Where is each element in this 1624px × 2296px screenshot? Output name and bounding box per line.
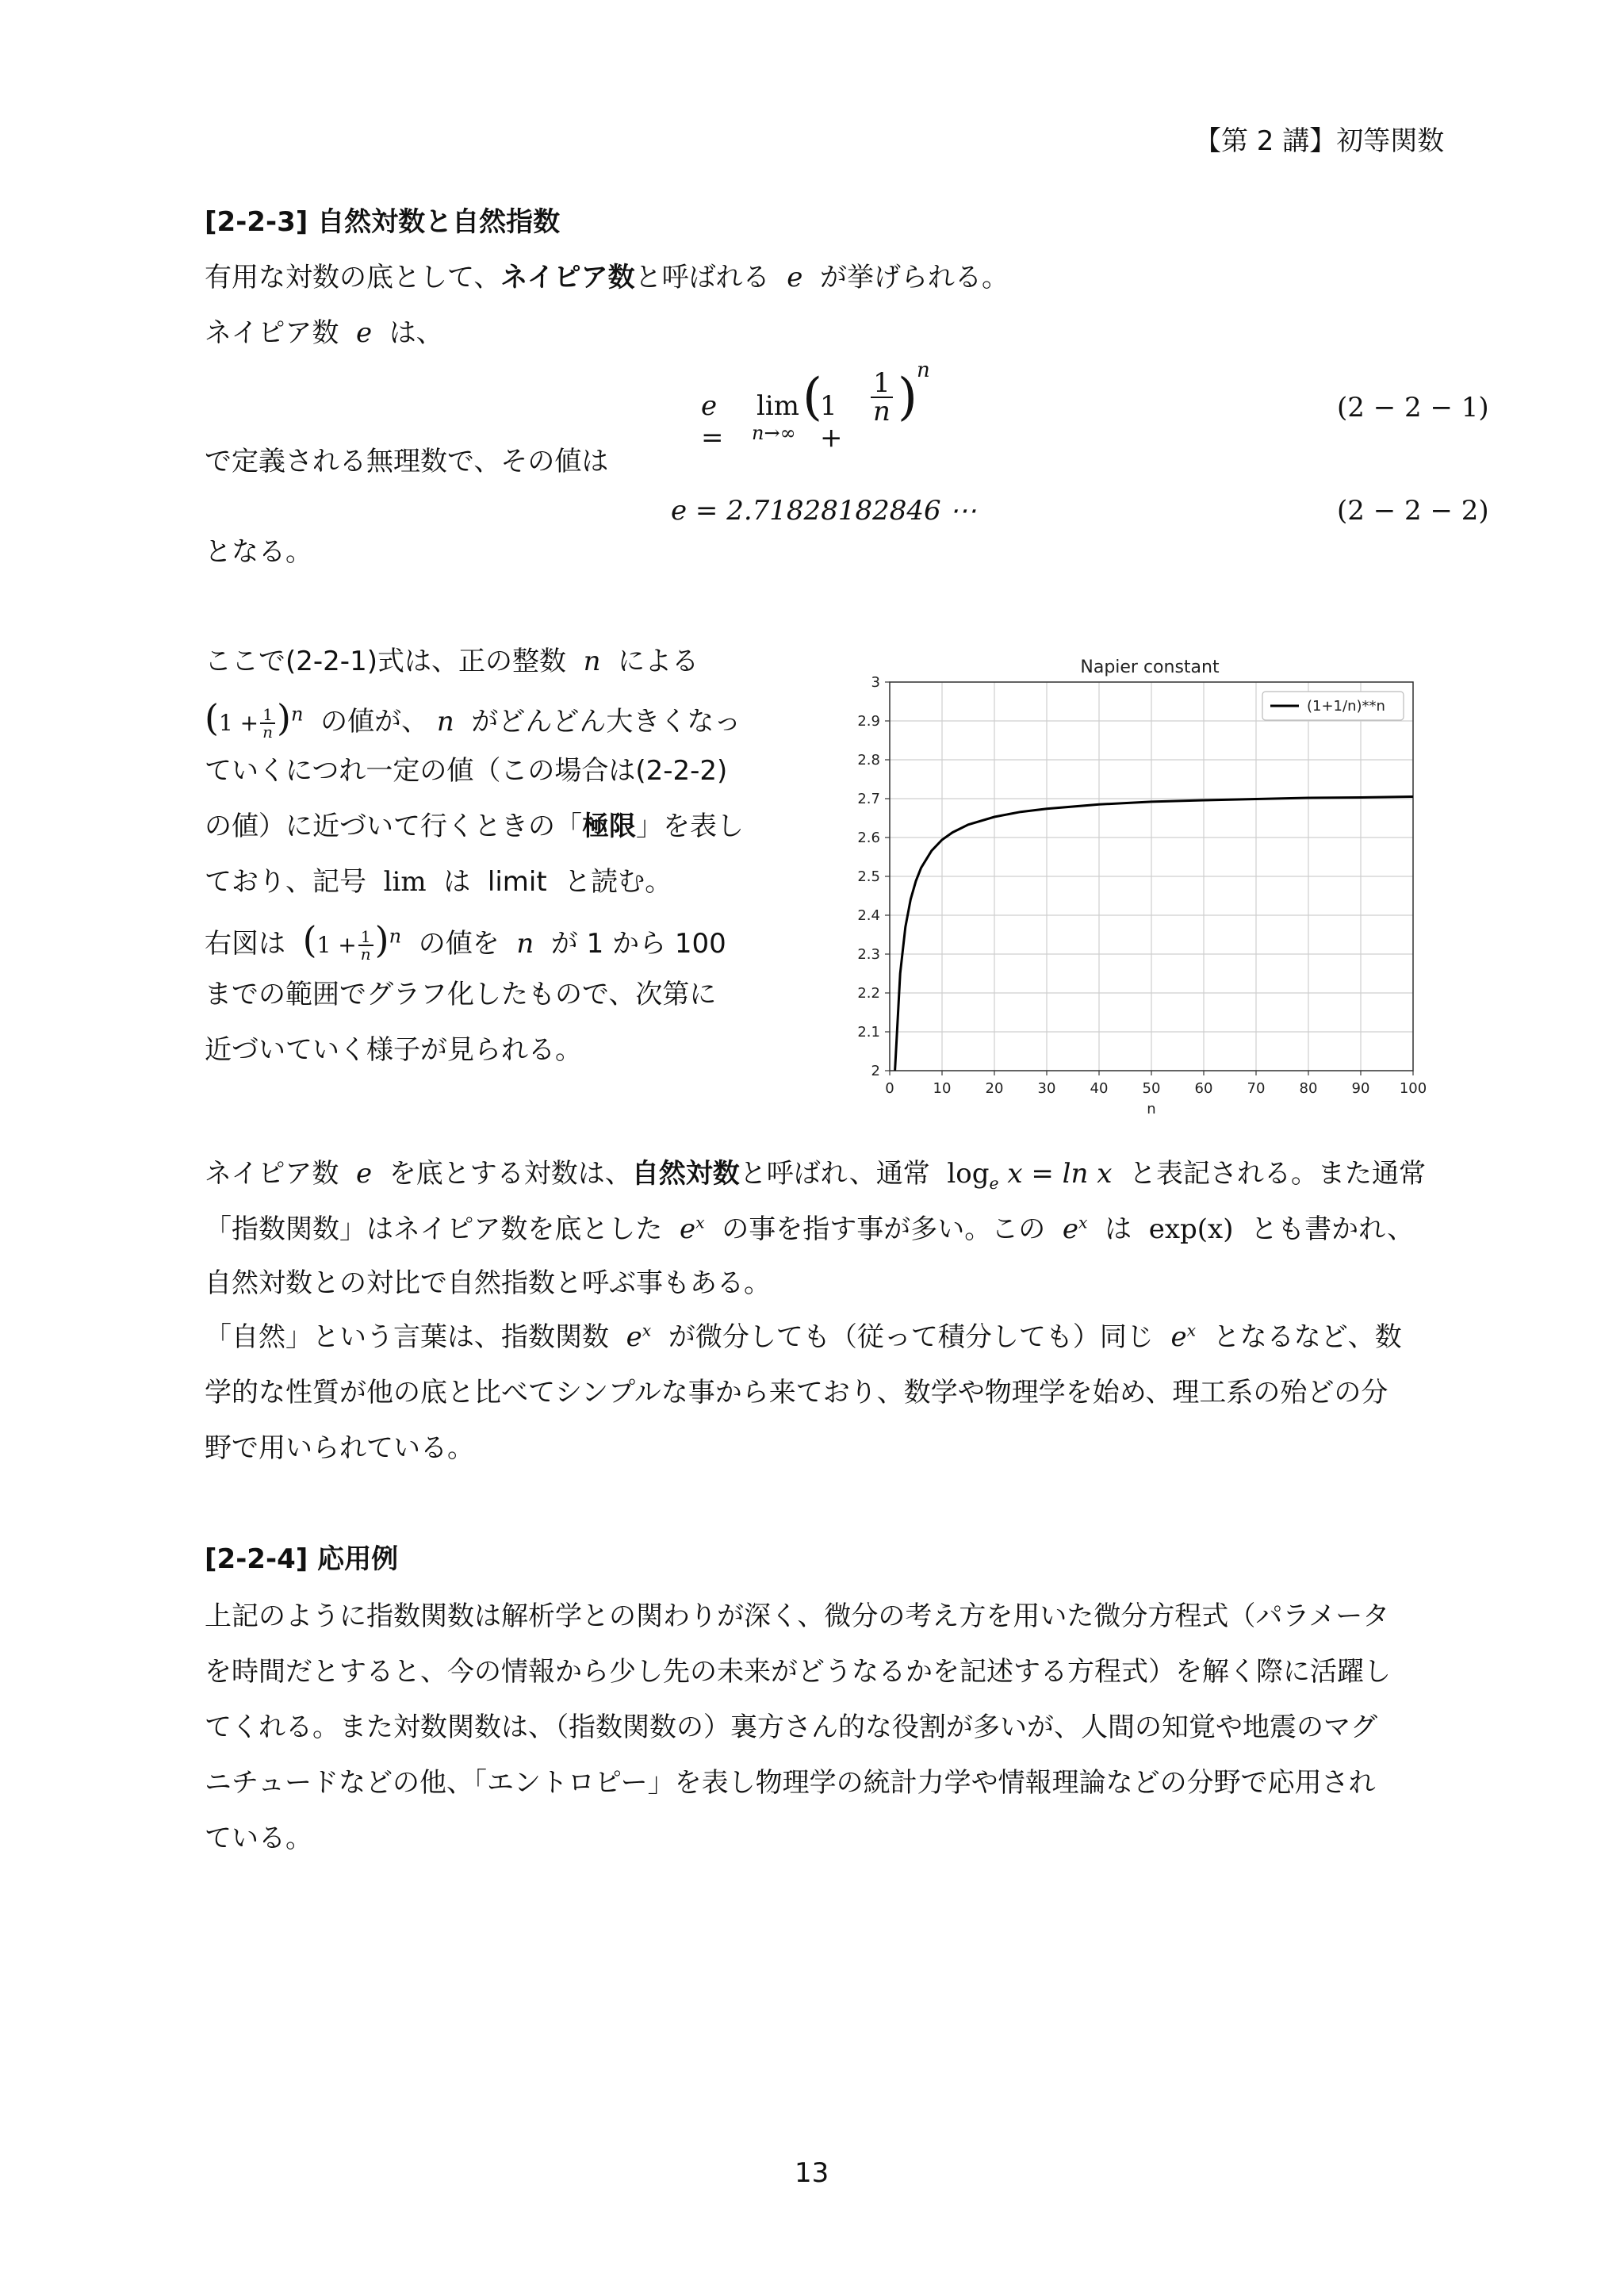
y-tick-label: 2.5 xyxy=(857,868,880,885)
num: 1 xyxy=(260,707,275,724)
left-col-line-6 xyxy=(205,917,726,964)
chart-title: Napier constant xyxy=(1080,657,1220,677)
text: 「指数関数」はネイピア数を底とした xyxy=(205,1213,663,1245)
x-tick-label: 80 xyxy=(1299,1080,1318,1097)
legend-label: (1+1/n)**n xyxy=(1307,698,1385,715)
equation-label-2-2-1: (2 − 2 − 1) xyxy=(1337,392,1489,424)
eq-lim-sub: n→∞ xyxy=(752,422,796,444)
x-tick-label: 0 xyxy=(885,1080,894,1097)
text: の値）に近づいて行くときの「 xyxy=(205,811,582,842)
x-tick-label: 30 xyxy=(1037,1080,1056,1097)
bold-term: 極限 xyxy=(582,811,636,842)
text: がどんどん大きくなっ xyxy=(471,706,741,738)
math-exp: x xyxy=(642,1320,652,1340)
left-col-line-3: ていくにつれ一定の値（この場合は(2-2-2) xyxy=(205,755,728,787)
x-tick-label: 90 xyxy=(1351,1080,1370,1097)
left-col-line-5 xyxy=(205,864,672,899)
text: となるなど、数 xyxy=(1212,1321,1402,1353)
application-line-1: 上記のように指数関数は解析学との関わりが深く、微分の考え方を用いた微分方程式（パラメータ xyxy=(205,1600,1390,1632)
one-plus: 1 + xyxy=(316,932,357,958)
math-var: e xyxy=(1170,1321,1187,1353)
text: ネイピア数 xyxy=(205,1158,339,1190)
lim-symbol: lim xyxy=(383,866,427,898)
log-base: e xyxy=(989,1173,999,1193)
bold-term: 自然対数 xyxy=(631,1158,740,1190)
text: は xyxy=(443,866,471,898)
text: ここで(2-2-1)式は、正の整数 xyxy=(205,646,566,677)
eq-num: 1 xyxy=(871,370,893,398)
application-line-5: ている。 xyxy=(205,1823,312,1854)
eq-fraction xyxy=(871,367,893,427)
application-line-4: ニチュードなどの他、「エントロピー」を表し物理学の統計力学や情報理論などの分野で応用され xyxy=(205,1767,1376,1799)
left-col-line-4 xyxy=(205,809,744,844)
math-var: e xyxy=(787,262,803,293)
page-number: 13 xyxy=(795,2157,829,2189)
text: とも書かれ、 xyxy=(1251,1213,1415,1245)
lparen: ( xyxy=(205,696,219,739)
page-header: 【第 2 講】初等関数 xyxy=(1194,125,1445,157)
left-col-line-1 xyxy=(205,644,699,679)
exp: n xyxy=(389,925,402,948)
y-tick-label: 2.9 xyxy=(857,713,880,730)
eq-den: n xyxy=(873,396,891,427)
math-var: n xyxy=(583,646,601,677)
lparen: ( xyxy=(302,918,317,961)
math-exp: x xyxy=(1186,1320,1197,1340)
left-col-line-7: までの範囲でグラフ化したもので、次第に xyxy=(205,979,717,1010)
eq-one-plus: 1 + xyxy=(820,390,843,454)
napier-constant-chart xyxy=(841,642,1443,1126)
paragraph-irrational: で定義される無理数で、その値は xyxy=(205,446,609,477)
x-tick-label: 60 xyxy=(1194,1080,1213,1097)
paragraph-natural-exp: 自然対数との対比で自然指数と呼ぶ事もある。 xyxy=(205,1267,771,1299)
math-exp: x xyxy=(1078,1213,1088,1232)
bold-term: ネイピア数 xyxy=(500,262,635,293)
application-line-3: てくれる。また対数関数は、（指数関数の）裏方さん的な役割が多いが、人間の知覚や地震のマグ xyxy=(205,1711,1377,1743)
math-var: n xyxy=(436,706,454,738)
one-plus: 1 + xyxy=(218,710,259,736)
den: n xyxy=(262,722,274,742)
application-line-2: を時間だとすると、今の情報から少し先の未来がどうなるかを記述する方程式）を解く際に活躍し xyxy=(205,1656,1391,1688)
text: と呼ばれる xyxy=(634,262,770,293)
math-var: e xyxy=(355,1158,373,1190)
text: ており、記号 xyxy=(205,866,366,898)
rparen: ) xyxy=(277,696,291,739)
rparen: ) xyxy=(374,918,389,961)
text: の値が、 xyxy=(320,706,429,738)
y-tick-label: 2.3 xyxy=(857,946,880,963)
text: と呼ばれ、通常 xyxy=(739,1158,930,1190)
log-symbol: log xyxy=(947,1158,990,1190)
exp: n xyxy=(290,703,304,726)
paragraph-napier-intro xyxy=(205,260,1009,295)
text: limit xyxy=(487,866,547,898)
section-title-2-2-4: [2-2-4] 応用例 xyxy=(205,1543,399,1575)
text: の値を xyxy=(418,928,500,960)
math-var: e xyxy=(679,1213,696,1245)
x-tick-label: 70 xyxy=(1247,1080,1266,1097)
eq-lim: lim xyxy=(756,390,799,422)
text: が微分しても（従って積分しても）同じ xyxy=(668,1321,1154,1353)
text: 」を表し xyxy=(636,811,744,842)
math-exp: x xyxy=(695,1213,705,1232)
eq-exp: n xyxy=(917,358,930,382)
num: 1 xyxy=(358,929,373,946)
log-expr: x = ln x xyxy=(1007,1158,1113,1190)
x-tick-label: 20 xyxy=(985,1080,1004,1097)
math-var: e xyxy=(626,1321,642,1353)
paragraph-natural-origin-2: 学的な性質が他の底と比べてシンプルな事から来ており、数学や物理学を始め、理工系の殆どの分 xyxy=(205,1377,1388,1409)
text: が挙げられる。 xyxy=(820,262,1009,293)
math-var: e xyxy=(1062,1213,1078,1245)
equation-label-2-2-2: (2 − 2 − 2) xyxy=(1337,495,1489,527)
paragraph-natural-log xyxy=(205,1156,1426,1194)
equation-2-2-2: e = 2.71828182846 ⋯ xyxy=(671,495,977,527)
y-tick-label: 2 xyxy=(871,1063,880,1079)
text: と読む。 xyxy=(564,866,672,898)
left-col-line-8: 近づいていく様子が見られる。 xyxy=(205,1034,582,1066)
chart-legend xyxy=(1262,692,1404,720)
y-tick-label: 2.7 xyxy=(857,791,880,807)
paragraph-napier-def xyxy=(205,316,443,351)
math-var: n xyxy=(516,928,534,960)
x-axis-label: n xyxy=(1147,1101,1156,1117)
y-tick-label: 2.8 xyxy=(857,752,880,769)
y-tick-label: 3 xyxy=(871,674,880,691)
chart-grid xyxy=(890,682,1413,1071)
text: を底とする対数は、 xyxy=(389,1158,632,1190)
x-tick-label: 10 xyxy=(933,1080,952,1097)
math-var: e xyxy=(355,317,373,349)
x-tick-label: 100 xyxy=(1399,1080,1427,1097)
eq-lhs: e = xyxy=(701,390,724,454)
small-fraction xyxy=(358,926,373,964)
text: と表記される。また通常 xyxy=(1129,1158,1427,1190)
den: n xyxy=(360,944,371,964)
exp-notation: exp(x) xyxy=(1148,1213,1234,1245)
y-tick-label: 2.1 xyxy=(857,1024,880,1041)
left-col-line-2 xyxy=(205,695,741,742)
text: ネイピア数 xyxy=(205,317,339,349)
text: による xyxy=(618,646,699,677)
paragraph-exponential xyxy=(205,1212,1414,1247)
x-tick-label: 40 xyxy=(1090,1080,1109,1097)
y-tick-label: 2.2 xyxy=(857,985,880,1002)
chart-ticks xyxy=(857,674,1427,1097)
text: が 1 から 100 xyxy=(550,928,726,960)
text: 有用な対数の底として、 xyxy=(205,262,501,293)
text: 「自然」という言葉は、指数関数 xyxy=(205,1321,609,1353)
small-fraction xyxy=(260,704,275,742)
paragraph-natural-origin-3: 野で用いられている。 xyxy=(205,1432,474,1464)
text: 右図は xyxy=(205,928,285,960)
eq-lparen: ( xyxy=(802,368,822,427)
y-tick-label: 2.6 xyxy=(857,830,880,846)
text: の事を指す事が多い。この xyxy=(722,1213,1046,1245)
paragraph-natural-origin-1 xyxy=(205,1320,1402,1355)
y-tick-label: 2.4 xyxy=(857,907,880,924)
eq-rparen: ) xyxy=(898,368,917,427)
text: は、 xyxy=(389,317,443,349)
x-tick-label: 50 xyxy=(1142,1080,1161,1097)
text: は xyxy=(1105,1213,1132,1245)
section-title-2-2-3: [2-2-3] 自然対数と自然指数 xyxy=(205,206,561,238)
paragraph-result: となる。 xyxy=(205,536,312,568)
